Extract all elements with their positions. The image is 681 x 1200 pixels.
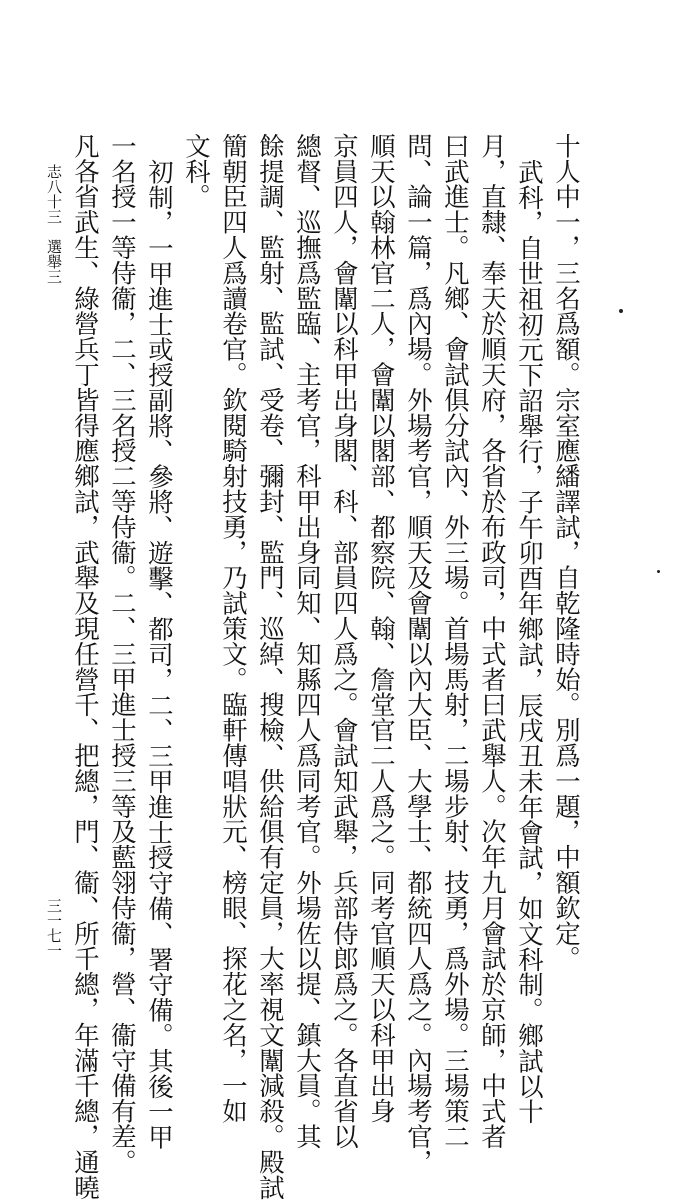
- text-column-6: 順天以翰林官二人，會闈以閣部、都察院、翰、詹堂官二人爲之。同考官順天以科甲出身: [367, 133, 397, 1124]
- running-header: 志八十三 選舉三: [45, 164, 63, 284]
- text-column-9: 餘提調、監射、監試、受卷、彌封、監門、巡綽、搜檢、供給俱有定員，大率視文闈減殺。殿試: [256, 133, 286, 1200]
- text-column-10: 簡朝臣四人爲讀卷官。欽閱騎射技勇，乃試策文。臨軒傳唱狀元、榜眼、探花之名，一如: [219, 133, 249, 1124]
- text-column-1: 十人中一，三名爲額。宗室應繙譯試，自乾隆時始。別爲一題，中額欽定。: [552, 133, 582, 972]
- text-column-14: 凡各省武生、綠營兵丁皆得應鄉試，武舉及現任營千、把總，門、衞、所千總，年滿千總，通曉: [71, 133, 101, 1200]
- text-column-8: 總督、巡撫爲監臨、主考官，科甲出身同知、知縣四人爲同考官。外場佐以提、鎮大員。其: [293, 133, 323, 1149]
- text-column-3: 月，直隸、奉天於順天府，各省於布政司，中式者曰武舉人。次年九月會試於京師，中式者: [478, 133, 508, 1149]
- text-column-7: 京員四人，會闈以科甲出身閣、科、部員四人爲之。會試知武舉，兵部侍郎爲之。各直省以: [330, 133, 360, 1149]
- text-column-13: 一名授一等侍衞，二、三名授二等侍衞。二、三甲進士授三等及藍翎侍衞，營、衞守備有差。: [108, 133, 138, 1175]
- text-column-11: 文科。: [182, 133, 212, 210]
- text-column-4: 曰武進士。凡鄉、會試俱分試內、外三場。首場馬射，二場步射、技勇，爲外場。三場策二: [441, 133, 471, 1149]
- ink-speck: [657, 570, 660, 573]
- text-column-12: 初制，一甲進士或授副將、參將、遊擊、都司，二、三甲進士授守備、署守備。其後一甲: [145, 159, 175, 1150]
- ink-speck: [619, 309, 623, 313]
- page-number: 三一七一: [45, 898, 63, 958]
- text-column-2: 武科，自世祖初元下詔舉行，子午卯酉年鄉試，辰戌丑未年會試，如文科制。鄉試以十: [515, 159, 545, 1125]
- text-column-5: 問、論一篇，爲內場。外場考官，順天及會闈以內大臣、大學士、都統四人爲之。內場考官，: [404, 133, 434, 1175]
